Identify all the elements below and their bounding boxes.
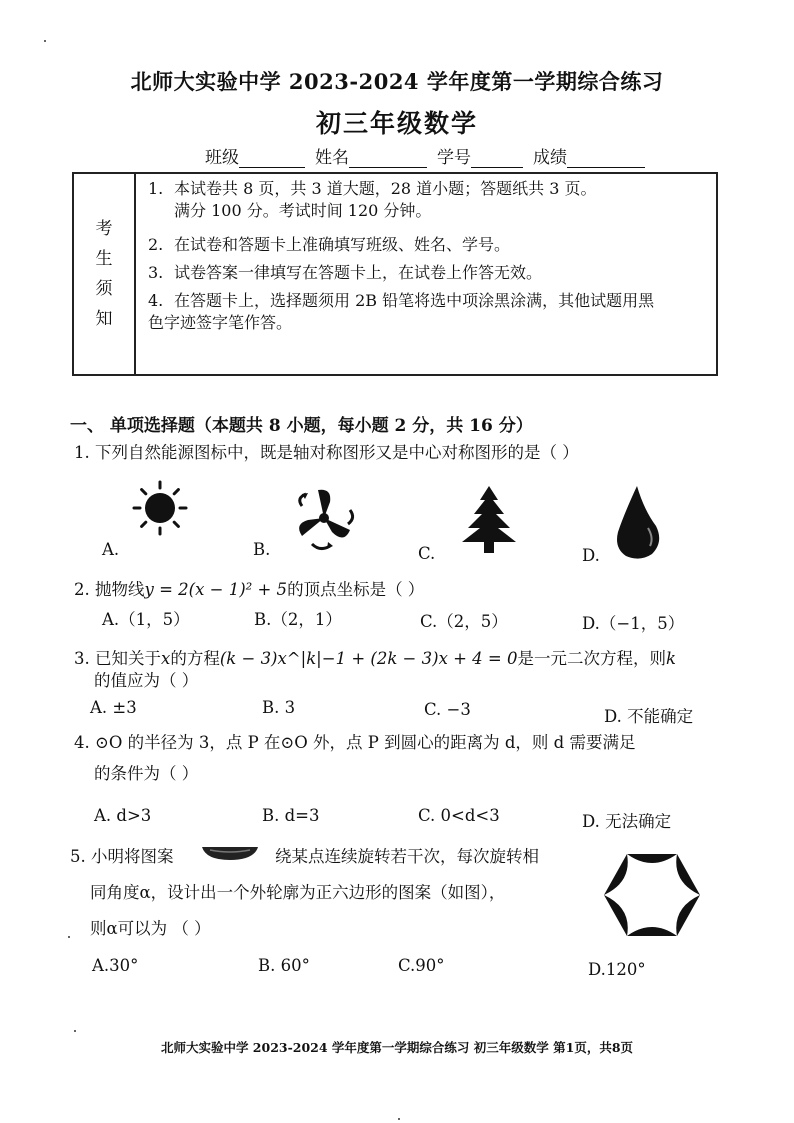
field-name-blank[interactable] xyxy=(349,149,427,168)
question-5-line3: 则α可以为 （ ） xyxy=(90,919,211,938)
scan-speck xyxy=(68,936,70,938)
q1-option-b[interactable]: B. xyxy=(253,540,271,559)
q5-option-d[interactable]: D.120° xyxy=(588,960,646,979)
field-class-blank[interactable] xyxy=(239,149,305,168)
q3-option-c[interactable]: C. −3 xyxy=(424,700,471,719)
question-1-text: 1. 下列自然能源图标中，既是轴对称图形又是中心对称图形的是（ ） xyxy=(74,443,579,462)
exam-notice-box xyxy=(72,172,718,376)
question-4-text: 4. ⊙O 的半径为 3，点 P 在⊙O 外，点 P 到圆心的距离为 d，则 d 需要满足 xyxy=(74,733,636,752)
hexagon-pattern-figure xyxy=(602,850,702,940)
q4-option-a[interactable]: A. d>3 xyxy=(94,806,152,825)
question-5-prefix: 5. 小明将图案 xyxy=(70,847,174,866)
scan-speck xyxy=(44,40,46,42)
q5-option-a[interactable]: A.30° xyxy=(92,956,139,975)
question-4-line2: 的条件为（ ） xyxy=(94,764,199,783)
q1-option-c[interactable]: C. xyxy=(418,544,436,563)
notice-item-3: 3. 试卷答案一律填写在答题卡上，在试卷上作答无效。 xyxy=(148,263,543,282)
q4-option-c[interactable]: C. 0<d<3 xyxy=(418,806,500,825)
scan-speck xyxy=(74,1030,76,1032)
q3-option-d[interactable]: D. 不能确定 xyxy=(604,707,694,726)
sun-icon xyxy=(132,480,188,536)
notice-item-1: 1. 本试卷共 8 页，共 3 道大题，28 道小题；答题纸共 3 页。 满分 100 分。考试时间 120 分钟。 xyxy=(148,179,597,220)
q5-option-c[interactable]: C.90° xyxy=(398,956,445,975)
q3-option-a[interactable]: A. ±3 xyxy=(90,698,137,717)
page-footer: 北师大实验中学 2023-2024 学年度第一学期综合练习 初三年级数学 第1页，共8页 xyxy=(160,1040,634,1055)
q2-formula: y = 2(x − 1)² + 5 xyxy=(144,580,288,599)
student-info-row xyxy=(205,143,645,168)
field-score-label: 成绩 xyxy=(533,148,567,168)
notice-item-2: 2. 在试卷和答题卡上准确填写班级、姓名、学号。 xyxy=(148,235,511,254)
field-id-label: 学号 xyxy=(437,148,471,168)
pine-tree-icon xyxy=(458,484,520,554)
field-id-blank[interactable] xyxy=(471,149,523,168)
water-drop-icon xyxy=(612,484,662,562)
q4-option-b[interactable]: B. d=3 xyxy=(262,806,320,825)
q5-option-b[interactable]: B. 60° xyxy=(258,956,310,975)
q3-option-b[interactable]: B. 3 xyxy=(262,698,296,717)
field-score-blank[interactable] xyxy=(567,149,645,168)
q2-option-d[interactable]: D.（−1，5） xyxy=(582,614,685,633)
crescent-pattern-icon xyxy=(200,844,260,862)
question-5-suffix: 绕某点连续旋转若干次，每次旋转相 xyxy=(275,847,539,866)
question-3-text: 3. 已知关于x的方程(k − 3)x^|k|−1 + (2k − 3)x + 4 = 0是一元二次方程，则k xyxy=(74,649,676,668)
exam-subtitle: 初三年级数学 xyxy=(315,109,478,138)
q4-option-d[interactable]: D. 无法确定 xyxy=(582,812,672,831)
q1-option-d[interactable]: D. xyxy=(582,546,600,565)
exam-title: 北师大实验中学 2023-2024 学年度第一学期综合练习 xyxy=(130,69,664,94)
q2-option-c[interactable]: C.（2，5） xyxy=(420,612,508,631)
notice-item-4: 4. 在答题卡上，选择题须用 2B 铅笔将选中项涂黑涂满，其他试题用黑 色字迹签字笔作答。 xyxy=(148,291,655,332)
field-name-label: 姓名 xyxy=(315,148,349,168)
q2-option-a[interactable]: A.（1，5） xyxy=(102,610,190,629)
question-3-line2: 的值应为（ ） xyxy=(94,671,199,690)
q3-formula: (k − 3)x^|k|−1 + (2k − 3)x + 4 = 0 xyxy=(219,649,518,668)
scan-speck xyxy=(398,1118,400,1120)
question-5-line2: 同角度α，设计出一个外轮廓为正六边形的图案（如图）， xyxy=(90,883,506,902)
q2-option-b[interactable]: B.（2，1） xyxy=(254,610,342,629)
question-2-text: 2. 抛物线y = 2(x − 1)² + 5的顶点坐标是（ ） xyxy=(74,580,425,599)
q1-option-a[interactable]: A. xyxy=(102,540,120,559)
field-class-label: 班级 xyxy=(205,148,239,168)
wind-turbine-icon xyxy=(288,484,360,554)
notice-side-label: 考 生 须 知 xyxy=(74,174,136,374)
section-heading: 一、 单项选择题（本题共 8 小题，每小题 2 分，共 16 分） xyxy=(70,416,533,436)
